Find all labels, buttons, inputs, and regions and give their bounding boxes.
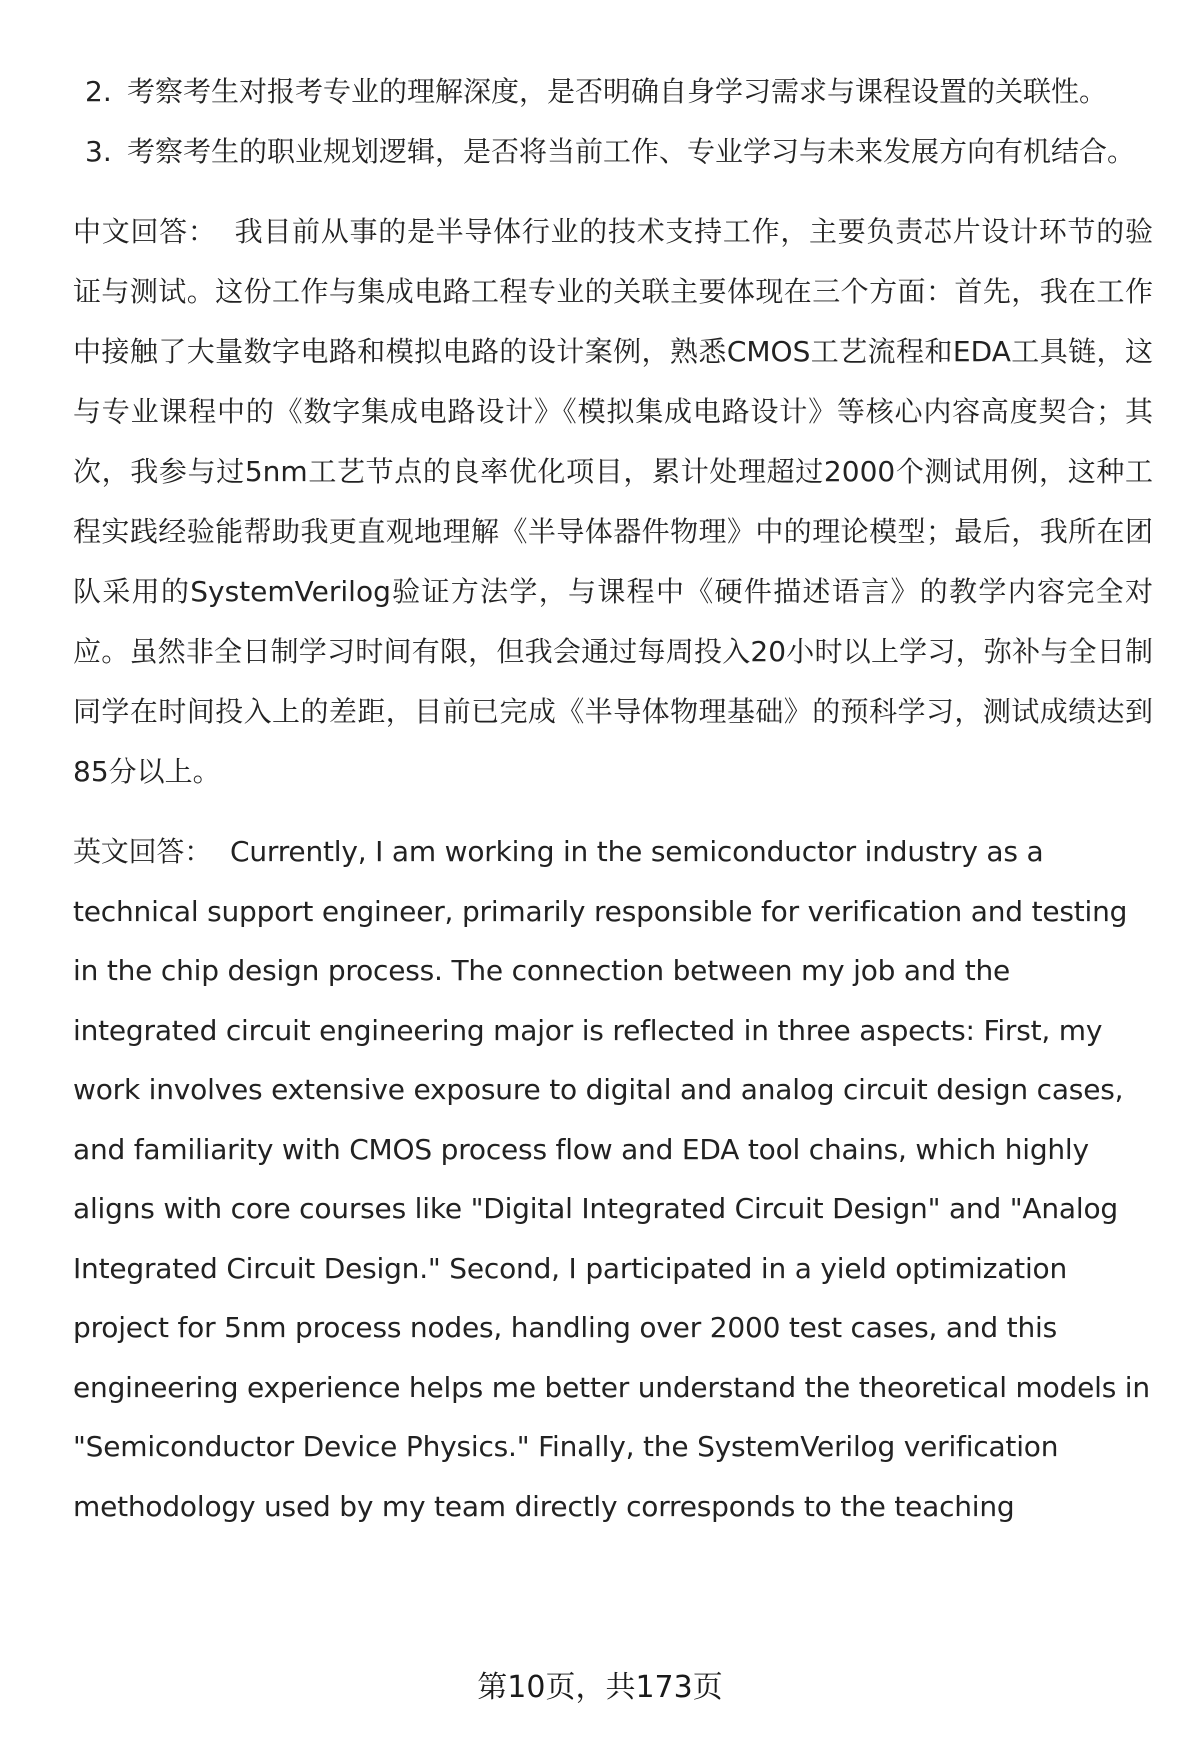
list-item-text: 考察考生的职业规划逻辑，是否将当前工作、专业学习与未来发展方向有机结合。 bbox=[127, 135, 1136, 168]
criteria-list bbox=[73, 62, 1153, 182]
list-item bbox=[73, 122, 1153, 182]
english-answer-text: Currently, I am working in the semiconductor industry as a technical support engineer, primarily responsible for verification and testing in the chip design process. The connection between my job and the integrated circuit engineering major is reflected in three aspects: First, my work involves extensive exposure to digital and analog circuit design cases, and familiarity with CMOS process flow and EDA tool chains, which highly aligns with core courses like "Digital Integrated Circuit Design" and "Analog Integrated Circuit Design." Second, I participated in a yield optimization project for 5nm process nodes, handling over 2000 test cases, and this engineering experience helps me better understand the theoretical models in "Semiconductor Device Physics." Finally, the SystemVerilog verification methodology used by my team directly corresponds to the teaching bbox=[73, 835, 1150, 1523]
list-item bbox=[73, 62, 1153, 122]
page-number-footer: 第10页，共173页 bbox=[477, 1670, 723, 1705]
chinese-answer-text: 我目前从事的是半导体行业的技术支持工作，主要负责芯片设计环节的验证与测试。这份工作与集成电路工程专业的关联主要体现在三个方面：首先，我在工作中接触了大量数字电路和模拟电路的设计案例，熟悉CMOS工艺流程和EDA工具链，这与专业课程中的《数字集成电路设计》《模拟集成电路设计》等核心内容高度契合；其次，我参与过5nm工艺节点的良率优化项目，累计处理超过2000个测试用例，这种工程实践经验能帮助我更直观地理解《半导体器件物理》中的理论模型；最后，我所在团队采用的SystemVerilog验证方法学，与课程中《硬件描述语言》的教学内容完全对应。虽然非全日制学习时间有限，但我会通过每周投入20小时以上学习，弥补与全日制同学在时间投入上的差距，目前已完成《半导体物理基础》的预科学习，测试成绩达到85分以上。 bbox=[73, 215, 1153, 788]
chinese-answer-label: 中文回答： bbox=[73, 215, 217, 248]
list-item-number: 2. bbox=[85, 75, 112, 108]
list-item-number: 3. bbox=[85, 135, 112, 168]
chinese-answer-paragraph bbox=[73, 202, 1153, 802]
page-content bbox=[73, 62, 1153, 1536]
english-answer-label: 英文回答： bbox=[73, 835, 213, 868]
list-item-text: 考察考生对报考专业的理解深度，是否明确自身学习需求与课程设置的关联性。 bbox=[127, 75, 1108, 108]
english-answer-paragraph bbox=[73, 822, 1153, 1536]
